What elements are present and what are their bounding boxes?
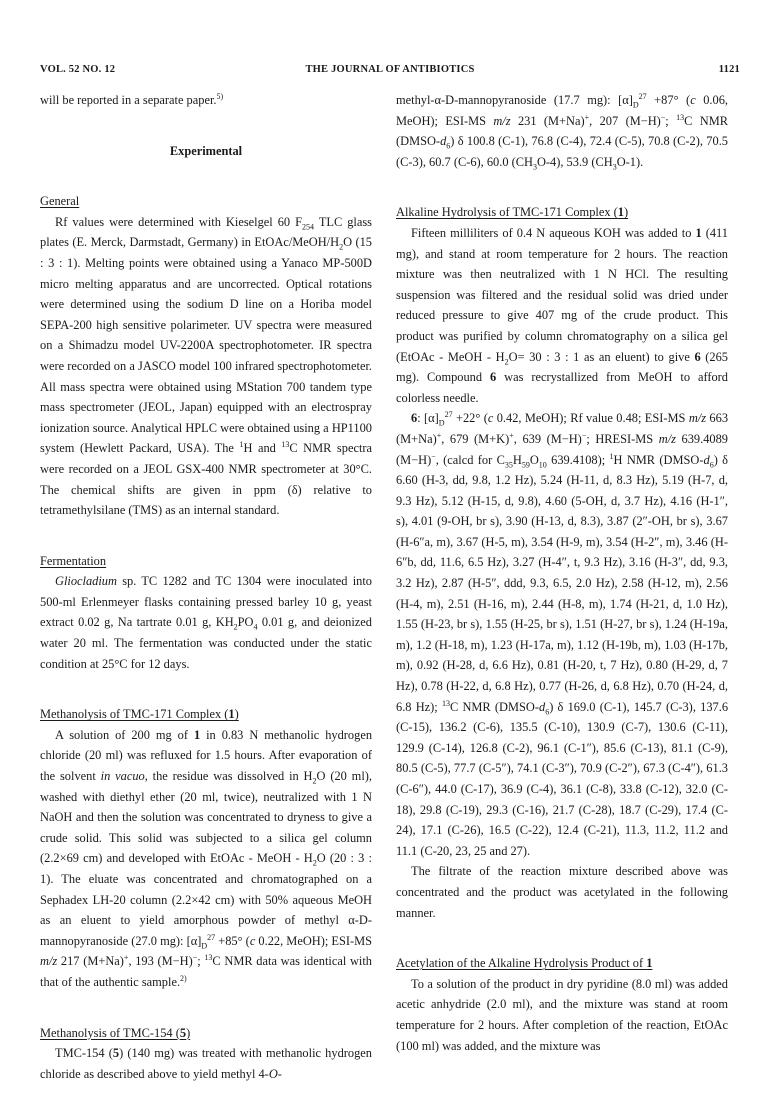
- section-heading-acetylation: Acetylation of the Alkaline Hydrolysis Product of 1: [396, 956, 653, 971]
- section-heading-alkaline-hydrolysis: Alkaline Hydrolysis of TMC-171 Complex (1): [396, 205, 629, 220]
- fermentation-paragraph: Gliocladium sp. TC 1282 and TC 1304 were inoculated into 500-ml Erlenmeyer flasks containing pressed barley 10 g, yeast extract 0.02 g, Na tartrate 0.01 g, $KH_2PO_4$ 0.01 g, and deionized water 20 ml. The fermentation was conducted under the static condition at 25°C for 12 days.: [40, 574, 372, 671]
- section-heading-fermentation: Fermentation: [40, 553, 107, 568]
- section-heading-general: General: [40, 194, 80, 209]
- filtrate-paragraph: The filtrate of the reaction mixture described above was concentrated and the product was acetylated in the following manner.: [396, 864, 728, 920]
- volume-label: VOL. 52 NO. 12: [40, 64, 116, 75]
- section-heading-methanolysis-171: Methanolysis of TMC-171 Complex (1): [40, 707, 239, 722]
- experimental-heading: Experimental: [169, 143, 243, 158]
- methanolysis-171-paragraph: A solution of 200 mg of 1 in 0.83 N methanolic hydrogen chloride (20 ml) was refluxed for 1.5 hours. After evaporation of the solvent in vacuo, the residue was dissolved in $H_2O$ (20 ml), washed with diethyl ether (20 ml, twice), neutralized with 1 N NaOH and then the solution was concentrated to dryness to give a crude solid. This solid was subjected to a silica gel column (2.2×69 cm) and developed with EtOAc - MeOH - $H_2O$ (20 : 3 : 1). The eluate was concentrated and chromatographed on a Sephadex LH-20 column (2.2×42 cm) with 50% aqueous MeOH as an eluent to yield amorphous powder of methyl α-D-mannopyranoside (27.0 mg): $[\alpha]_D^{27} +85^\circ$ (c 0.22, MeOH); ESI-MS m/z 217 (M+Na)+, 193 (M−H)−; $^{13}$C NMR data was identical with that of the authentic sample.$^{2)}$: [40, 727, 373, 989]
- intro-tail: will be reported in a separate paper.$^{5)}$: [40, 91, 224, 107]
- acetylation-paragraph: To a solution of the product in dry pyridine (8.0 ml) was added acetic anhydride (2.0 ml), and the mixture was stand at room temperature for 2 hours. After completion of the reaction, EtOAc (100 ml) was added, and the mixture was: [396, 976, 728, 1053]
- left-column: [40, 90, 372, 1084]
- journal-title: THE JOURNAL OF ANTIBIOTICS: [305, 64, 475, 75]
- compound-6-data: 6: $[\alpha]_D^{27} +22^\circ$ (c 0.42, MeOH); Rf value 0.48; ESI-MS m/z 663 (M+Na)+, 679 (M+K)+, 639 (M−H)−; HRESI-MS m/z 639.4089 (M−H)−, (calcd for $C_{35}H_{59}O_{10}$ 639.4108); $^1$H NMR $(DMSO-d_6)$ δ 6.60 (H-3, dd, 9.8, 1.2 Hz), 5.24 (H-11, d, 8.3 Hz), 5.19 (H-7, d, 9.3 Hz), 5.12 (H-15, d, 9.8), 4.60 (5-OH, d, 3.7 Hz), 4.16 (H-1″, s), 4.01 (9-OH, br s), 3.90 (H-13, d, 8.3), 3.87 (2″-OH, br s), 3.67 (H-6″a, m), 3.67 (H-5, m), 3.54 (H-9, m), 3.54 (H-2″, m), 3.46 (H-6″b, dd, 11.6, 6.5 Hz), 3.27 (H-4″, t, 9.3 Hz), 3.16 (H-3″, dd, 9.3, 3.2 Hz), 2.87 (H-5″, ddd, 9.3, 6.5, 2.0 Hz), 2.58 (H-12, m), 2.56 (H-4, m), 2.51 (H-16, m), 2.44 (H-8, m), 1.74 (H-21, d, 1.0 Hz), 1.55 (H-23, br s), 1.55 (H-25, br s), 1.51 (H-27, br s), 1.24 (H-19a, m), 1.2 (H-18, m), 1.23 (H-17a, m), 1.12 (H-19b, m), 1.03 (H-17b, m), 0.92 (H-28, d, 6.6 Hz), 0.81 (H-20, t, 7 Hz), 0.80 (H-29, d, 7 Hz), 0.78 (H-22, d, 6.8 Hz), 0.77 (H-26, d, 6.8 Hz), 0.70 (H-24, d, 6.8 Hz); $^{13}$C NMR $(DMSO-d_6)$ δ 169.0 (C-1), 145.7 (C-3), 137.6 (C-15), 136.2 (C-6), 135.5 (C-10), 130.9 (C-7), 130.6 (C-11), 129.9 (C-14), 126.8 (C-2), 96.1 (C-1″), 85.6 (C-13), 81.1 (C-9), 80.5 (C-5), 77.7 (C-5″), 74.1 (C-3″), 70.9 (C-2″), 67.3 (C-4″), 61.3 (C-6″), 44.0 (C-17), 36.9 (C-4), 36.1 (C-8), 33.8 (C-12), 32.0 (C-18), 29.8 (C-19), 29.3 (C-16), 21.7 (C-28), 18.7 (C-29), 17.4 (C-24), 17.1 (C-26), 16.5 (C-22), 12.4 (C-21), 11.3, 11.2, 11.2 and 11.1 (C-20, 23, 25 and 27).: [396, 410, 729, 858]
- running-header: [40, 64, 740, 80]
- alkaline-hydrolysis-paragraph: Fifteen milliliters of 0.4 N aqueous KOH was added to 1 (411 mg), and stand at room temperature for 2 hours. The reaction mixture was then neutralized with 1 N HCl. The resulting suspension was filtered and the residual solid was dried under reduced pressure to give 407 mg of the crude product. This product was purified by column chromatography on a silica gel (EtOAc - MeOH - $H_2O= 30$ : 3 : 1 as an eluent) to give 6 (265 mg). Compound 6 was recrystallized from MeOH to afford colorless needle.: [396, 225, 728, 405]
- right-column: [396, 90, 728, 1056]
- page-number: 1121: [718, 64, 740, 75]
- section-heading-methanolysis-154: Methanolysis of TMC-154 (5): [40, 1025, 191, 1040]
- methanolysis-154-paragraph: TMC-154 (5) (140 mg) was treated with methanolic hydrogen chloride as described above to yield methyl 4-O-: [40, 1046, 372, 1081]
- general-paragraph: Rf values were determined with Kieselgel 60 $F_{254}$ TLC glass plates (E. Merck, Darmstadt, Germany) in EtOAc/$MeOH/H_2O$ (15 : 3 : 1). Melting points were obtained using a Yanaco MP-500D micro melting apparatus and are uncorrected. Optical rotations were determined using the sodium D line on a Horiba model SEPA-200 high sensitive polarimeter. UV spectra were measured on a Shimadzu model UV-2200A spectrophotometer. IR spectra were recorded on a JASCO model 100 infrared spectrophotometer. All mass spectra were obtained using MStation 700 tandem type mass spectrometer (JEOL, Japan) equipped with an electrospray ionization source. Analytical HPLC were obtained using a HP1100 system (Hewlett Packard, USA). The $^1$H and $^{13}$C NMR spectra were recorded on a JEOL GSX-400 NMR spectrometer at 30°C. The chemical shifts are given in ppm (δ) relative to tetramethylsilane (TMS) as an internal standard.: [40, 214, 373, 518]
- methanolysis-154-continued: methyl-α-D-mannopyranoside (17.7 mg): $[\alpha]_D^{27} +87^\circ$ (c 0.06, MeOH); ESI-MS m/z 231 (M+Na)+, 207 (M−H)−; $^{13}$C NMR $(DMSO-d_6)$ δ 100.8 (C-1), 76.8 (C-4), 72.4 (C-5), 70.8 (C-2), 70.5 (C-3), 60.7 (C-6), 60.0 $(CH_3O-4)$, 53.9 $(CH_3O-1)$.: [396, 91, 728, 172]
